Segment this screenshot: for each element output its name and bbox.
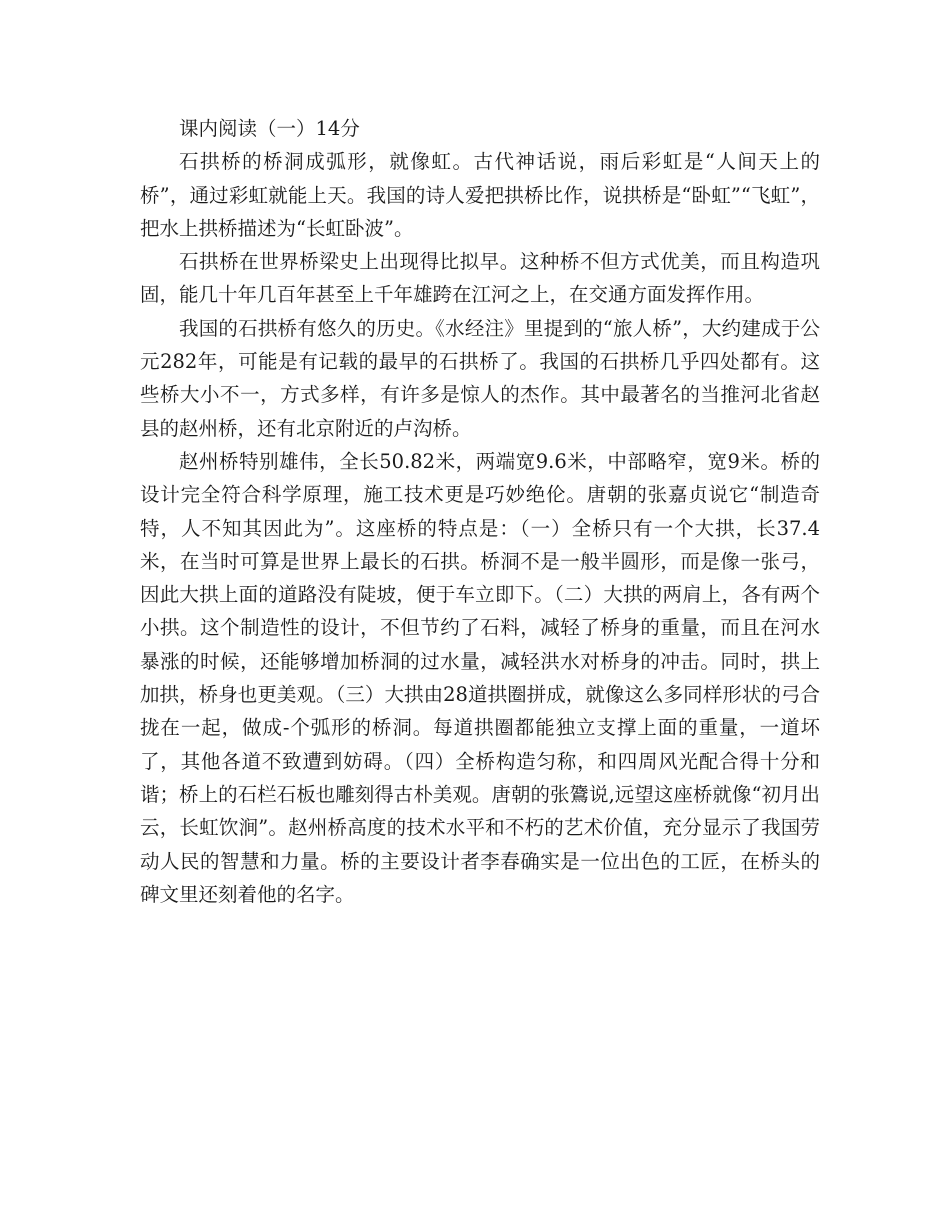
paragraph-3: 我国的石拱桥有悠久的历史。《水经注》里提到的“旅人桥”，大约建成于公元282年，可能是有记载的最早的石拱桥了。我国的石拱桥几乎四处都有。这些桥大小不一，方式多样，有许多是惊人的杰作。其中最著名的当推河北省赵县的赵州桥，还有北京附近的卢沟桥。 bbox=[140, 316, 820, 440]
paragraph-2: 石拱桥在世界桥梁史上出现得比拟早。这种桥不但方式优美，而且构造巩固，能几十年几百年甚至上千年雄跨在江河之上，在交通方面发挥作用。 bbox=[140, 250, 820, 307]
paragraph-4: 赵州桥特别雄伟，全长50.82米，两端宽9.6米，中部略窄，宽9米。桥的设计完全符合科学原理，施工技术更是巧妙绝伦。唐朝的张嘉贞说它“制造奇特，人不知其因此为”。这座桥的特点是：（一）全桥只有一个大拱，长37.4米，在当时可算是世界上最长的石拱。桥洞不是一般半圆形，而是像一张弓，因此大拱上面的道路没有陡坡，便于车立即下。（二）大拱的两肩上，各有两个小拱。这个制造性的设计，不但节约了石料，减轻了桥身的重量，而且在河水暴涨的时候，还能够增加桥洞的过水量，减轻洪水对桥身的冲击。同时，拱上加拱，桥身也更美观。（三）大拱由28道拱圈拼成，就像这么多同样形状的弓合拢在一起，做成-个弧形的桥洞。每道拱圈都能独立支撑上面的重量，一道坏了，其他各道不致遭到妨碍。（四）全桥构造匀称，和四周风光配合得十分和谐；桥上的石栏石板也雕刻得古朴美观。唐朝的张鷟说,远望这座桥就像“初月出云，长虹饮涧”。赵州桥高度的技术水平和不朽的艺术价值，充分显示了我国劳动人民的智慧和力量。桥的主要设计者李春确实是一位出色的工匠，在桥头的碑文里还刻着他的名字。 bbox=[140, 449, 820, 906]
section-heading: 课内阅读（一）14分 bbox=[179, 117, 360, 140]
reading-passage bbox=[140, 112, 820, 911]
paragraph-1: 石拱桥的桥洞成弧形，就像虹。古代神话说，雨后彩虹是“人间天上的桥”，通过彩虹就能上天。我国的诗人爱把拱桥比作，说拱桥是“卧虹”“飞虹”，把水上拱桥描述为“长虹卧波”。 bbox=[140, 150, 820, 240]
